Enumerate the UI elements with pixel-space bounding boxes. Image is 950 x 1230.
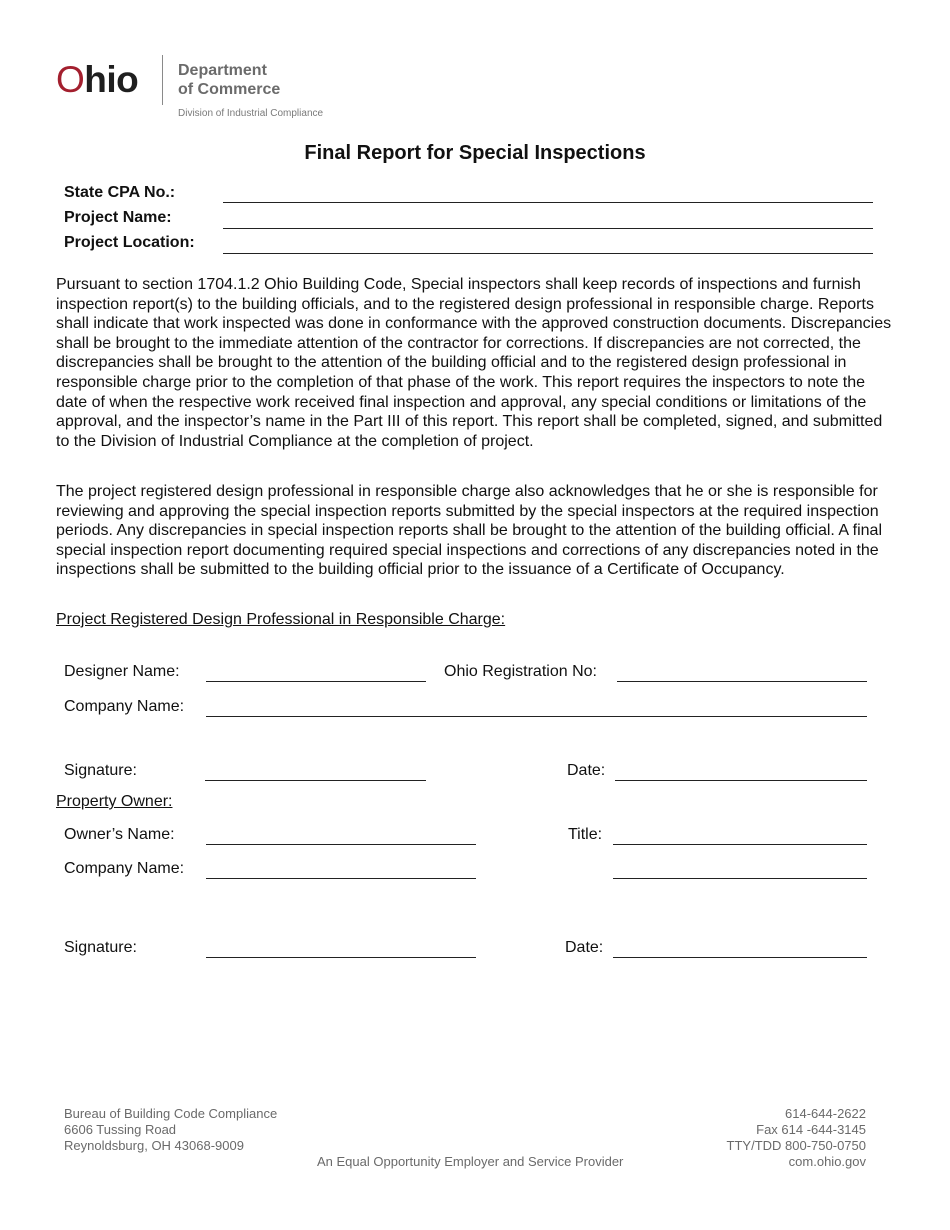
designer-signature-field[interactable]: [205, 780, 426, 781]
footer-street: 6606 Tussing Road: [64, 1122, 177, 1137]
footer-contact: [727, 1106, 866, 1170]
footer-city: Reynoldsburg, OH 43068-9009: [64, 1138, 244, 1153]
designer-date-field[interactable]: [615, 780, 867, 781]
owner-date-label: Date:: [565, 939, 604, 956]
owner-title-field[interactable]: [613, 844, 867, 845]
footer-website[interactable]: com.ohio.gov: [788, 1154, 866, 1169]
ohio-logo-rest: hio: [84, 59, 139, 100]
owner-name-label: Owner’s Name:: [64, 826, 175, 843]
designer-date-label: Date:: [567, 762, 606, 779]
ohio-logo-o: O: [56, 59, 85, 100]
designer-signature-label: Signature:: [64, 762, 137, 779]
owner-title-label: Title:: [568, 826, 603, 843]
ohio-logo: [56, 58, 138, 102]
logo-divider: [162, 55, 163, 105]
registration-number-field[interactable]: [617, 681, 867, 682]
division-name: Division of Industrial Compliance: [178, 108, 324, 119]
designer-name-label: Designer Name:: [64, 663, 180, 680]
footer-tty: TTY/TDD 800-750-0750: [726, 1138, 866, 1153]
project-name-label: Project Name:: [64, 209, 172, 226]
department-line-2: of Commerce: [178, 81, 281, 98]
project-name-field[interactable]: [223, 228, 873, 229]
designer-section-heading: Project Registered Design Professional in Responsible Charge:: [56, 611, 506, 628]
footer-phone: 614-644-2622: [785, 1106, 866, 1121]
state-cpa-field[interactable]: [223, 202, 873, 203]
footer-address: [64, 1106, 277, 1154]
owner-company-label: Company Name:: [64, 860, 185, 877]
project-location-label: Project Location:: [64, 234, 195, 251]
designer-company-field[interactable]: [206, 716, 867, 717]
footer-equal-opportunity: An Equal Opportunity Employer and Service Provider: [317, 1154, 624, 1169]
project-location-field[interactable]: [223, 253, 873, 254]
owner-section-heading: Property Owner:: [56, 793, 173, 810]
department-line-1: Department: [178, 62, 267, 79]
owner-company-extra-field[interactable]: [613, 878, 867, 879]
state-cpa-label: State CPA No.:: [64, 184, 176, 201]
owner-signature-label: Signature:: [64, 939, 137, 956]
footer-bureau: Bureau of Building Code Compliance: [64, 1106, 278, 1121]
paragraph-inspection-records: Pursuant to section 1704.1.2 Ohio Building Code, Special inspectors shall keep records of inspections and furnish inspection report(s) to the building officials, and to the registered design professional in responsible charge. Reports shall indicate that work inspected was done in conformance with the approved construction documents. Discrepancies shall be brought to the immediate attention of the contractor for corrections. If discrepancies are not corrected, the discrepancies shall be brought to the attention of the building official and to the registered design professional in responsible charge prior to the completion of that phase of the work. This report requires the inspectors to note the date of when the respective work received final inspection and approval, any special conditions or limitations of the approval, and the inspector’s name in the Part III of this report. This report shall be completed, signed, and submitted to the Division of Industrial Compliance at the completion of project.: [56, 276, 892, 450]
designer-name-field[interactable]: [206, 681, 426, 682]
owner-company-field[interactable]: [206, 878, 476, 879]
designer-company-label: Company Name:: [64, 698, 185, 715]
footer-fax: Fax 614 -644-3145: [756, 1122, 866, 1137]
page-title: Final Report for Special Inspections: [304, 142, 646, 164]
owner-signature-field[interactable]: [206, 957, 476, 958]
paragraph-design-professional: The project registered design professional in responsible charge also acknowledges that he or she is responsible for reviewing and approving the special inspection reports submitted by the special inspectors at the required inspection periods. Any discrepancies in special inspection reports shall be brought to the attention of the building official. A final special inspection report documenting required special inspections and corrections of any discrepancies noted in the inspections shall be submitted to the building official prior to the issuance of a Certificate of Occupancy.: [56, 483, 882, 579]
department-name: [178, 61, 280, 99]
owner-date-field[interactable]: [613, 957, 867, 958]
owner-name-field[interactable]: [206, 844, 476, 845]
registration-number-label: Ohio Registration No:: [444, 663, 597, 680]
